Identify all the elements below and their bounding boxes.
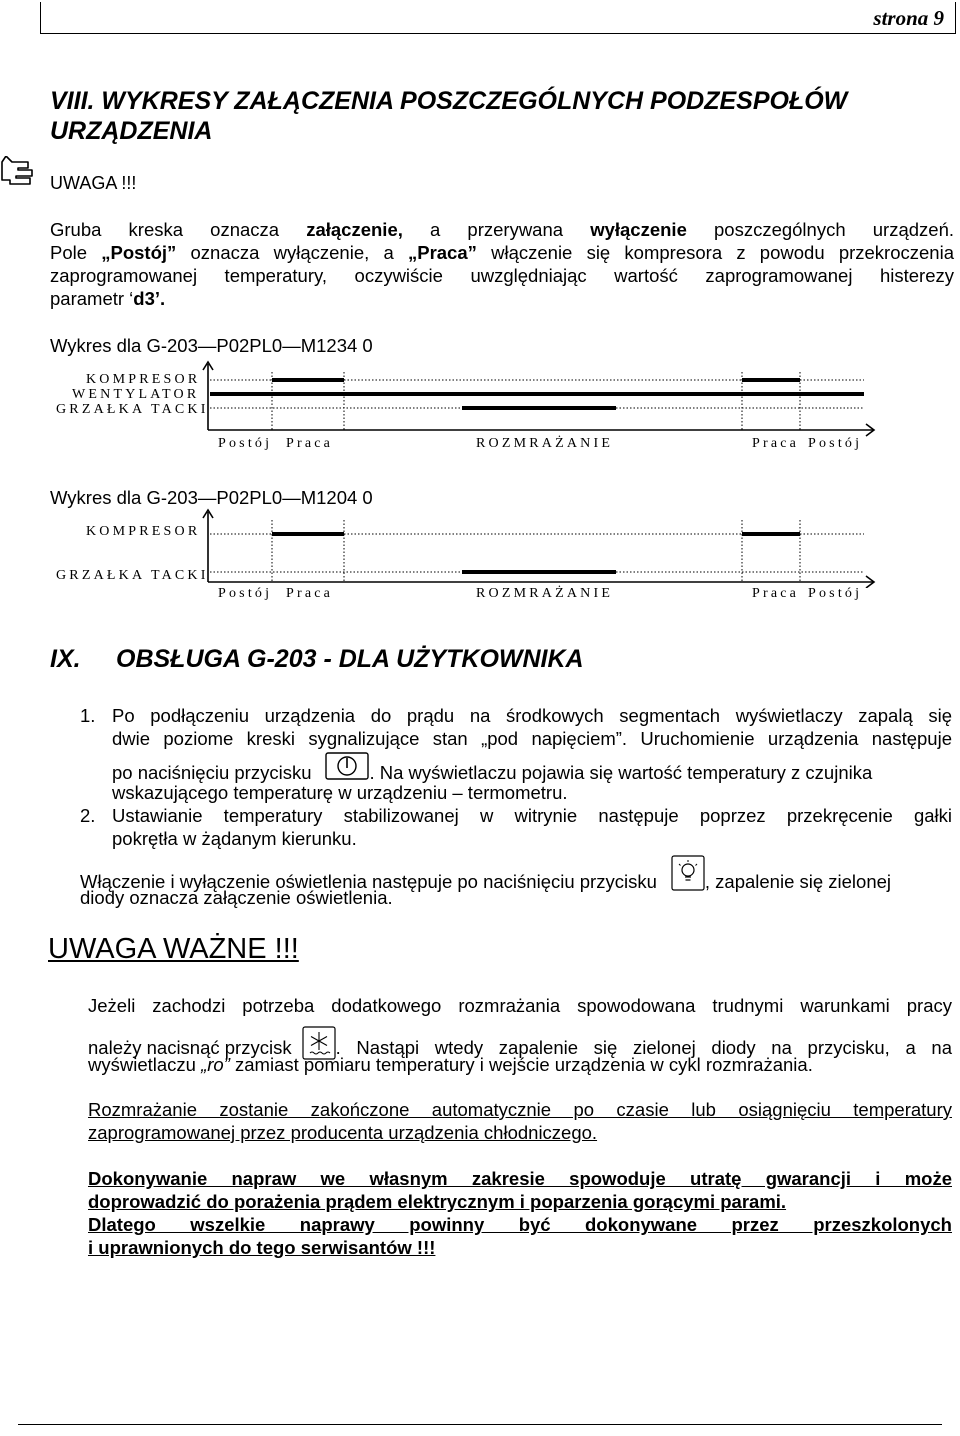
text: . Nastąpi wtedy zapalenie się zielonej diody na przycisku, a na	[335, 1036, 952, 1058]
important-p3-line-2: doprowadzić do porażenia prądem elektrycznym i poparzenia gorącymi parami.	[88, 1191, 787, 1212]
item-1-number: 1.	[80, 705, 96, 726]
chart-2-label-praca-2: Praca	[752, 586, 800, 601]
pointing-hand-icon	[0, 156, 34, 193]
chart-2-label-praca: Praca	[286, 586, 334, 601]
text: zamiast pomiaru temperatury i wejście urządzenia w cykl rozmrażania.	[229, 1054, 813, 1075]
footer-rule	[18, 1424, 942, 1425]
text: poszczególnych urządzeń.	[686, 219, 954, 240]
light-bulb-button-icon	[671, 855, 705, 891]
chart-1-title: Wykres dla G-203—P02PL0—M1234 0	[50, 335, 373, 356]
page-header-box	[40, 2, 956, 34]
chart-1-label-postoj: Postój	[218, 436, 273, 451]
chart-1-label-praca: Praca	[286, 436, 334, 451]
item-1-line-4: wskazującego temperaturę w urządzeniu – termometru.	[112, 782, 568, 803]
important-p1-line-3	[88, 1053, 813, 1076]
chart-2-label-rozmrazanie: ROZMRAŻANIE	[476, 586, 614, 601]
text: należy nacisnąć przycisk	[88, 1036, 292, 1058]
important-p1-line-1: Jeżeli zachodzi potrzeba dodatkowego rozmrażania spowodowana trudnymi warunkami pracy	[88, 995, 952, 1016]
bold-text: „Praca”	[407, 242, 477, 263]
page-number: strona 9	[873, 6, 944, 30]
important-p3-line-3: Dlatego wszelkie naprawy powinny być dokonywane przez przeszkolonych	[88, 1214, 952, 1235]
text: po naciśnięciu przycisku	[112, 761, 312, 783]
chart-1-row-grzalka: GRZAŁKA TACKI	[56, 402, 209, 417]
important-p2-line-1: Rozmrażanie zostanie zakończone automatycznie po czasie lub osiągnięciu temperatury	[88, 1099, 952, 1120]
power-button-icon	[325, 752, 369, 780]
paragraph-line-2	[50, 241, 954, 264]
important-title: UWAGA WAŻNE !!!	[48, 933, 299, 965]
item-1-line-2: dwie poziome kreski sygnalizujące stan „pod napięciem”. Uruchomienie urządzenia następuje	[112, 728, 952, 749]
section-8-title-line1: VIII. WYKRESY ZAŁĄCZENIA POSZCZEGÓLNYCH PODZESPOŁÓW	[50, 87, 848, 115]
chart-1-diagram	[200, 360, 880, 440]
text: Włączenie i wyłączenie oświetlenia następuje po naciśnięciu przycisku	[80, 870, 657, 892]
paragraph-line-1	[50, 218, 954, 241]
chart-2-label-postoj: Postój	[218, 586, 273, 601]
important-p2-line-2: zaprogramowanej przez producenta urządzenia chłodniczego.	[88, 1122, 598, 1143]
text: Pole	[50, 242, 102, 263]
bold-text: wyłączenie	[590, 219, 687, 240]
bold-text: załączenie,	[306, 219, 403, 240]
section-8-title-line2: URZĄDZENIA	[50, 117, 213, 145]
chart-2-row-grzalka: GRZAŁKA TACKI	[56, 568, 209, 583]
text: Gruba kreska oznacza	[50, 219, 307, 240]
italic-text: „ro”	[201, 1054, 230, 1075]
text: wyświetlaczu	[88, 1054, 202, 1075]
chart-2-row-kompresor: KOMPRESOR	[86, 524, 201, 539]
bold-text: d3’.	[133, 288, 166, 309]
chart-1-row-kompresor: KOMPRESOR	[86, 372, 201, 387]
text: , zapalenie się zielonej	[704, 870, 892, 892]
chart-2-diagram	[200, 508, 880, 588]
chart-1-row-wentylator: WENTYLATOR	[72, 387, 200, 402]
text: . Na wyświetlaczu pojawia się wartość temperatury z czujnika	[369, 761, 873, 783]
text: parametr ‘	[50, 288, 134, 309]
bold-text: „Postój”	[101, 242, 177, 263]
chart-1-label-postoj-2: Postój	[808, 436, 863, 451]
important-p3-line-4: i uprawnionych do tego serwisantów !!!	[88, 1237, 436, 1258]
warning-label: UWAGA !!!	[50, 173, 137, 193]
light-line-2: diody oznacza załączenie oświetlenia.	[80, 887, 393, 908]
chart-1-label-rozmrazanie: ROZMRAŻANIE	[476, 436, 614, 451]
item-1-line-1: Po podłączeniu urządzenia do prądu na środkowych segmentach wyświetlaczy zapalą się	[112, 705, 952, 726]
text: oznacza wyłączenie, a	[176, 242, 408, 263]
item-2-number: 2.	[80, 805, 96, 826]
chart-2-title: Wykres dla G-203—P02PL0—M1204 0	[50, 487, 373, 508]
section-9-title: OBSŁUGA G-203 - DLA UŻYTKOWNIKA	[116, 645, 584, 673]
chart-1-label-praca-2: Praca	[752, 436, 800, 451]
item-2-line-2: pokrętła w żądanym kierunku.	[112, 828, 357, 849]
item-2-line-1: Ustawianie temperatury stabilizowanej w witrynie następuje poprzez przekręcenie gałki	[112, 805, 952, 826]
text: a przerywana	[402, 219, 591, 240]
paragraph-line-3: zaprogramowanej temperatury, oczywiście uwzględniając wartość zaprogramowanej histerezy	[50, 265, 954, 286]
chart-2-label-postoj-2: Postój	[808, 586, 863, 601]
text: włączenie się kompresora z powodu przekroczenia	[476, 242, 954, 263]
paragraph-line-4	[50, 287, 165, 310]
section-9-number: IX.	[50, 645, 81, 673]
important-p3-line-1: Dokonywanie napraw we własnym zakresie spowoduje utratę gwarancji i może	[88, 1168, 952, 1189]
